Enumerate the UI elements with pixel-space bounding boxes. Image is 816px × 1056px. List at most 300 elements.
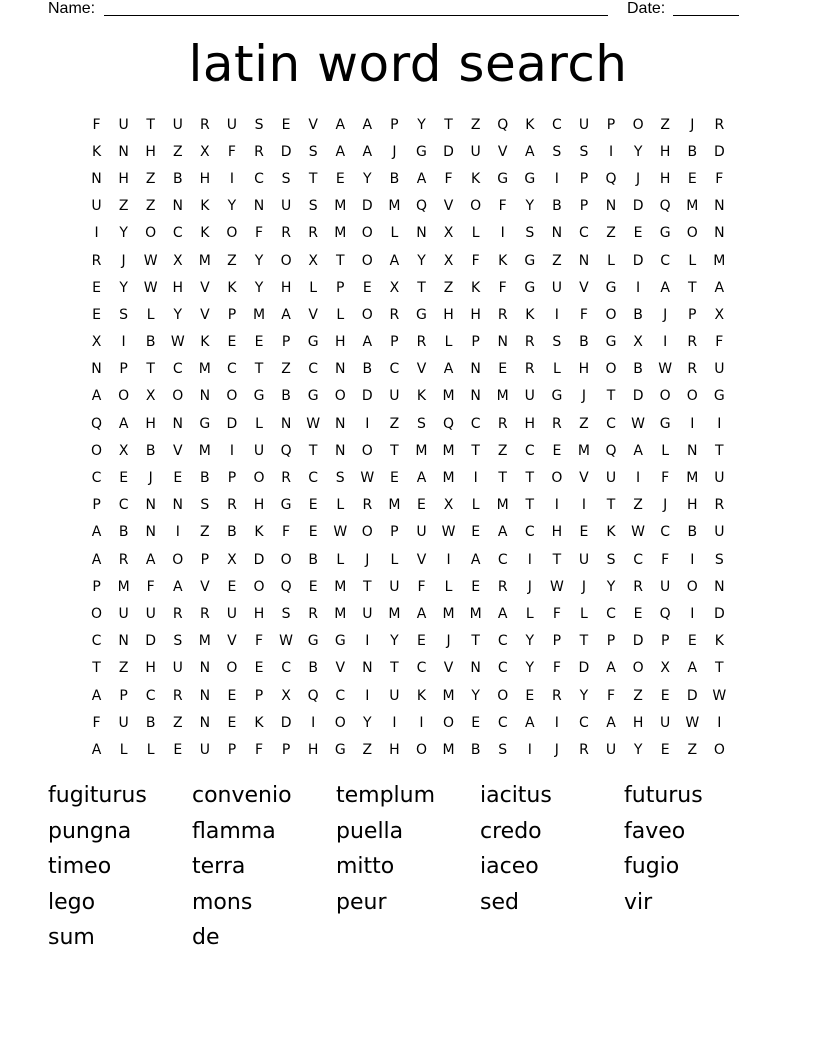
grid-letter[interactable]: K <box>200 198 210 215</box>
grid-letter[interactable]: V <box>200 306 210 323</box>
grid-letter[interactable]: R <box>687 334 698 351</box>
grid-letter[interactable]: I <box>311 714 316 731</box>
grid-letter[interactable]: G <box>416 143 427 160</box>
grid-letter[interactable]: N <box>91 170 102 187</box>
grid-letter[interactable]: M <box>334 605 347 622</box>
grid-letter[interactable]: I <box>690 605 695 622</box>
grid-letter[interactable]: J <box>581 578 587 595</box>
grid-letter[interactable]: T <box>146 361 155 378</box>
grid-letter[interactable]: L <box>146 306 155 323</box>
grid-letter[interactable]: K <box>714 633 724 650</box>
grid-letter[interactable]: D <box>145 633 157 650</box>
grid-letter[interactable]: G <box>199 415 211 432</box>
grid-letter[interactable]: I <box>94 225 99 242</box>
grid-letter[interactable]: H <box>389 741 400 758</box>
grid-letter[interactable]: F <box>606 687 616 704</box>
grid-letter[interactable]: Z <box>497 442 508 459</box>
grid-letter[interactable]: E <box>173 470 183 487</box>
grid-letter[interactable]: K <box>525 116 535 133</box>
grid-letter[interactable]: A <box>633 442 643 459</box>
grid-letter[interactable]: T <box>715 660 724 677</box>
grid-letter[interactable]: J <box>365 551 370 568</box>
grid-letter[interactable]: B <box>687 143 698 160</box>
grid-letter[interactable]: A <box>91 551 102 568</box>
grid-letter[interactable]: C <box>335 687 346 704</box>
grid-letter[interactable]: G <box>307 334 319 351</box>
grid-letter[interactable]: G <box>659 225 671 242</box>
grid-letter[interactable]: P <box>552 633 562 650</box>
grid-letter[interactable]: L <box>255 415 263 432</box>
grid-letter[interactable]: C <box>660 252 671 269</box>
grid-letter[interactable]: Z <box>200 524 210 541</box>
grid-letter[interactable]: T <box>715 442 724 459</box>
grid-letter[interactable]: U <box>470 143 481 160</box>
grid-letter[interactable]: P <box>227 741 237 758</box>
grid-letter[interactable]: T <box>444 116 453 133</box>
grid-letter[interactable]: C <box>91 470 102 487</box>
grid-letter[interactable]: Q <box>415 198 427 215</box>
grid-letter[interactable]: X <box>714 306 725 323</box>
grid-letter[interactable]: C <box>389 361 400 378</box>
grid-letter[interactable]: Z <box>362 741 373 758</box>
grid-letter[interactable]: V <box>416 361 427 378</box>
grid-letter[interactable]: H <box>686 497 698 514</box>
grid-letter[interactable]: Z <box>443 279 454 296</box>
grid-letter[interactable]: E <box>579 524 589 541</box>
grid-letter[interactable]: S <box>606 551 616 568</box>
grid-letter[interactable]: I <box>690 415 695 432</box>
grid-letter[interactable]: D <box>713 143 725 160</box>
grid-letter[interactable]: R <box>687 361 698 378</box>
grid-letter[interactable]: U <box>145 605 156 622</box>
grid-letter[interactable]: D <box>632 198 644 215</box>
grid-letter[interactable]: M <box>334 578 347 595</box>
grid-letter[interactable]: A <box>525 143 535 160</box>
grid-letter[interactable]: O <box>172 388 184 405</box>
grid-letter[interactable]: C <box>633 551 643 568</box>
grid-letter[interactable]: B <box>687 524 698 541</box>
grid-letter[interactable]: E <box>471 578 481 595</box>
grid-letter[interactable]: Y <box>579 687 589 704</box>
grid-letter[interactable]: J <box>581 388 587 405</box>
grid-letter[interactable]: X <box>91 334 102 351</box>
grid-letter[interactable]: U <box>172 116 183 133</box>
grid-letter[interactable]: P <box>579 198 589 215</box>
grid-letter[interactable]: A <box>416 605 427 622</box>
grid-letter[interactable]: O <box>470 198 482 215</box>
grid-letter[interactable]: Z <box>281 361 291 378</box>
grid-letter[interactable]: T <box>92 660 101 677</box>
grid-letter[interactable]: S <box>417 415 426 432</box>
grid-letter[interactable]: X <box>660 660 670 677</box>
grid-letter[interactable]: Q <box>280 442 292 459</box>
grid-letter[interactable]: M <box>388 605 401 622</box>
grid-letter[interactable]: T <box>308 170 318 187</box>
grid-letter[interactable]: R <box>362 497 373 514</box>
grid-letter[interactable]: Y <box>254 252 264 269</box>
grid-letter[interactable]: O <box>686 578 698 595</box>
grid-letter[interactable]: F <box>417 578 426 595</box>
grid-letter[interactable]: U <box>578 551 590 568</box>
grid-letter[interactable]: W <box>712 687 727 704</box>
grid-letter[interactable]: E <box>281 116 291 133</box>
grid-letter[interactable]: E <box>687 170 697 187</box>
grid-letter[interactable]: C <box>497 714 508 731</box>
grid-letter[interactable]: K <box>416 388 427 405</box>
grid-letter[interactable]: F <box>282 524 291 541</box>
grid-letter[interactable]: D <box>280 143 292 160</box>
grid-letter[interactable]: H <box>551 524 563 541</box>
grid-letter[interactable]: A <box>606 714 616 731</box>
grid-letter[interactable]: B <box>470 741 481 758</box>
grid-letter[interactable]: Z <box>579 415 589 432</box>
grid-letter[interactable]: K <box>254 524 264 541</box>
grid-letter[interactable]: B <box>362 361 373 378</box>
grid-letter[interactable]: X <box>281 687 291 704</box>
grid-letter[interactable]: S <box>119 306 129 323</box>
grid-letter[interactable]: F <box>552 605 561 622</box>
grid-letter[interactable]: T <box>254 361 264 378</box>
grid-letter[interactable]: O <box>226 660 238 677</box>
grid-letter[interactable]: P <box>92 497 101 514</box>
grid-letter[interactable]: R <box>172 605 183 622</box>
grid-letter[interactable]: D <box>280 714 292 731</box>
grid-letter[interactable]: L <box>607 252 615 269</box>
grid-letter[interactable]: Y <box>525 633 535 650</box>
grid-letter[interactable]: A <box>335 143 346 160</box>
grid-letter[interactable]: Y <box>606 578 616 595</box>
grid-letter[interactable]: U <box>199 741 210 758</box>
grid-letter[interactable]: K <box>498 252 508 269</box>
grid-letter[interactable]: V <box>416 551 427 568</box>
grid-letter[interactable]: Z <box>389 415 400 432</box>
grid-letter[interactable]: Q <box>659 605 671 622</box>
grid-letter[interactable]: H <box>578 361 590 378</box>
grid-letter[interactable]: J <box>554 741 559 758</box>
grid-letter[interactable]: E <box>119 470 129 487</box>
grid-letter[interactable]: L <box>661 442 670 459</box>
grid-letter[interactable]: M <box>442 388 455 405</box>
grid-letter[interactable]: A <box>91 687 102 704</box>
grid-letter[interactable]: R <box>714 497 725 514</box>
grid-letter[interactable]: T <box>579 633 589 650</box>
grid-letter[interactable]: L <box>390 551 399 568</box>
grid-letter[interactable]: F <box>254 633 264 650</box>
grid-letter[interactable]: N <box>335 442 346 459</box>
grid-letter[interactable]: J <box>690 116 695 133</box>
grid-letter[interactable]: Y <box>525 660 535 677</box>
grid-letter[interactable]: I <box>121 334 126 351</box>
grid-letter[interactable]: P <box>200 551 210 568</box>
grid-letter[interactable]: I <box>365 415 370 432</box>
grid-letter[interactable]: Z <box>145 170 156 187</box>
grid-letter[interactable]: O <box>91 442 103 459</box>
grid-letter[interactable]: R <box>199 116 210 133</box>
grid-letter[interactable]: Y <box>633 143 643 160</box>
grid-letter[interactable]: H <box>253 605 265 622</box>
grid-letter[interactable]: B <box>308 660 318 677</box>
grid-letter[interactable]: G <box>713 388 725 405</box>
grid-letter[interactable]: T <box>417 279 426 296</box>
grid-letter[interactable]: L <box>525 605 534 622</box>
grid-letter[interactable]: M <box>198 361 211 378</box>
grid-letter[interactable]: W <box>306 415 321 432</box>
grid-letter[interactable]: E <box>254 334 264 351</box>
grid-letter[interactable]: P <box>92 578 101 595</box>
grid-letter[interactable]: U <box>226 605 238 622</box>
grid-letter[interactable]: A <box>714 279 725 296</box>
grid-letter[interactable]: A <box>281 306 291 323</box>
grid-letter[interactable]: D <box>361 388 373 405</box>
grid-letter[interactable]: K <box>416 687 427 704</box>
grid-letter[interactable]: L <box>390 225 399 242</box>
grid-letter[interactable]: C <box>551 116 562 133</box>
grid-letter[interactable]: J <box>392 143 397 160</box>
grid-letter[interactable]: R <box>227 497 237 514</box>
grid-letter[interactable]: S <box>254 116 264 133</box>
grid-letter[interactable]: J <box>636 170 641 187</box>
grid-letter[interactable]: N <box>605 198 617 215</box>
grid-letter[interactable]: X <box>227 551 237 568</box>
grid-letter[interactable]: O <box>605 361 617 378</box>
grid-letter[interactable]: I <box>229 170 234 187</box>
grid-letter[interactable]: U <box>253 442 265 459</box>
grid-letter[interactable]: I <box>554 306 559 323</box>
grid-letter[interactable]: P <box>606 633 616 650</box>
grid-letter[interactable]: T <box>687 279 697 296</box>
grid-letter[interactable]: G <box>416 306 427 323</box>
grid-letter[interactable]: H <box>443 306 454 323</box>
grid-letter[interactable]: N <box>145 497 156 514</box>
grid-letter[interactable]: I <box>581 497 587 514</box>
grid-letter[interactable]: I <box>365 687 370 704</box>
grid-letter[interactable]: I <box>175 524 180 541</box>
grid-letter[interactable]: O <box>334 388 346 405</box>
grid-letter[interactable]: V <box>200 578 210 595</box>
grid-letter[interactable]: I <box>446 551 451 568</box>
grid-letter[interactable]: G <box>334 633 346 650</box>
grid-letter[interactable]: G <box>551 388 563 405</box>
grid-letter[interactable]: A <box>497 605 508 622</box>
grid-letter[interactable]: U <box>714 470 725 487</box>
grid-letter[interactable]: Q <box>307 687 319 704</box>
grid-letter[interactable]: U <box>714 361 725 378</box>
grid-letter[interactable]: M <box>117 578 130 595</box>
grid-letter[interactable]: O <box>497 687 509 704</box>
grid-letter[interactable]: J <box>663 497 668 514</box>
grid-letter[interactable]: E <box>308 497 318 514</box>
grid-letter[interactable]: C <box>470 415 481 432</box>
grid-letter[interactable]: W <box>631 415 646 432</box>
grid-letter[interactable]: I <box>554 714 559 731</box>
grid-letter[interactable]: E <box>687 633 697 650</box>
grid-letter[interactable]: X <box>443 497 454 514</box>
grid-letter[interactable]: N <box>551 225 563 242</box>
grid-letter[interactable]: V <box>308 306 318 323</box>
grid-letter[interactable]: U <box>524 388 535 405</box>
grid-letter[interactable]: Y <box>633 741 643 758</box>
grid-letter[interactable]: O <box>172 551 184 568</box>
grid-letter[interactable]: K <box>606 524 616 541</box>
grid-letter[interactable]: P <box>471 334 480 351</box>
grid-letter[interactable]: A <box>172 578 183 595</box>
grid-letter[interactable]: G <box>334 741 346 758</box>
grid-letter[interactable]: I <box>636 279 641 296</box>
grid-letter[interactable]: O <box>713 741 725 758</box>
grid-letter[interactable]: O <box>361 524 373 541</box>
grid-letter[interactable]: Q <box>605 170 617 187</box>
grid-letter[interactable]: C <box>660 524 671 541</box>
grid-letter[interactable]: I <box>229 442 234 459</box>
grid-letter[interactable]: X <box>145 388 156 405</box>
grid-letter[interactable]: K <box>471 279 481 296</box>
grid-letter[interactable]: B <box>281 388 291 405</box>
grid-letter[interactable]: N <box>199 660 211 677</box>
grid-letter[interactable]: U <box>389 388 400 405</box>
grid-letter[interactable]: R <box>281 470 291 487</box>
grid-letter[interactable]: J <box>663 306 668 323</box>
grid-letter[interactable]: L <box>336 497 345 514</box>
grid-letter[interactable]: Y <box>254 279 264 296</box>
grid-letter[interactable]: L <box>580 605 588 622</box>
grid-letter[interactable]: C <box>497 660 508 677</box>
grid-letter[interactable]: I <box>663 334 668 351</box>
grid-letter[interactable]: E <box>498 361 508 378</box>
grid-letter[interactable]: M <box>415 442 428 459</box>
grid-letter[interactable]: M <box>252 306 266 323</box>
grid-letter[interactable]: P <box>227 306 237 323</box>
grid-letter[interactable]: E <box>471 524 481 541</box>
grid-letter[interactable]: V <box>443 660 454 677</box>
grid-letter[interactable]: U <box>389 578 400 595</box>
grid-letter[interactable]: M <box>198 633 211 650</box>
grid-letter[interactable]: I <box>473 470 478 487</box>
grid-letter[interactable]: I <box>365 633 370 650</box>
grid-letter[interactable]: S <box>498 741 508 758</box>
grid-letter[interactable]: O <box>659 388 671 405</box>
grid-letter[interactable]: E <box>335 170 345 187</box>
grid-letter[interactable]: C <box>172 361 183 378</box>
grid-letter[interactable]: A <box>362 116 373 133</box>
grid-letter[interactable]: Z <box>606 225 616 242</box>
grid-letter[interactable]: B <box>118 524 129 541</box>
grid-letter[interactable]: U <box>714 524 725 541</box>
grid-letter[interactable]: W <box>685 714 700 731</box>
grid-letter[interactable]: L <box>444 334 453 351</box>
grid-letter[interactable]: T <box>390 442 399 459</box>
grid-letter[interactable]: R <box>552 687 562 704</box>
grid-letter[interactable]: Y <box>471 687 480 704</box>
grid-letter[interactable]: F <box>552 660 561 677</box>
grid-letter[interactable]: V <box>579 279 589 296</box>
grid-letter[interactable]: N <box>199 687 211 704</box>
grid-letter[interactable]: R <box>497 306 508 323</box>
grid-letter[interactable]: S <box>579 143 589 160</box>
grid-letter[interactable]: V <box>443 198 454 215</box>
grid-letter[interactable]: A <box>606 660 616 677</box>
grid-letter[interactable]: Y <box>119 279 128 296</box>
grid-letter[interactable]: E <box>417 497 426 514</box>
grid-letter[interactable]: E <box>227 714 237 731</box>
grid-letter[interactable]: P <box>227 470 237 487</box>
grid-letter[interactable]: B <box>579 334 589 351</box>
grid-letter[interactable]: A <box>362 334 373 351</box>
grid-letter[interactable]: E <box>227 687 237 704</box>
grid-letter[interactable]: B <box>145 334 156 351</box>
grid-letter[interactable]: X <box>389 279 400 296</box>
grid-letter[interactable]: H <box>172 279 184 296</box>
grid-letter[interactable]: N <box>172 497 184 514</box>
grid-letter[interactable]: C <box>308 470 319 487</box>
grid-letter[interactable]: D <box>361 198 373 215</box>
grid-letter[interactable]: Z <box>172 714 183 731</box>
grid-letter[interactable]: M <box>198 252 211 269</box>
grid-letter[interactable]: Z <box>145 198 156 215</box>
grid-letter[interactable]: W <box>441 524 456 541</box>
grid-letter[interactable]: O <box>334 714 346 731</box>
grid-letter[interactable]: R <box>308 225 319 242</box>
grid-letter[interactable]: R <box>172 687 183 704</box>
date-field[interactable] <box>673 0 739 16</box>
grid-letter[interactable]: A <box>470 551 481 568</box>
grid-letter[interactable]: F <box>579 306 588 323</box>
grid-letter[interactable]: U <box>551 279 562 296</box>
grid-letter[interactable]: L <box>688 252 697 269</box>
grid-letter[interactable]: H <box>118 170 129 187</box>
grid-letter[interactable]: Z <box>118 198 129 215</box>
grid-letter[interactable]: K <box>200 334 210 351</box>
grid-letter[interactable]: E <box>389 470 399 487</box>
grid-letter[interactable]: M <box>198 442 211 459</box>
grid-letter[interactable]: Y <box>390 633 399 650</box>
grid-letter[interactable]: S <box>281 605 291 622</box>
grid-letter[interactable]: F <box>471 252 480 269</box>
grid-letter[interactable]: B <box>145 442 156 459</box>
grid-letter[interactable]: F <box>715 334 724 351</box>
grid-letter[interactable]: H <box>145 143 156 160</box>
grid-letter[interactable]: A <box>389 252 400 269</box>
grid-letter[interactable]: B <box>308 551 318 568</box>
grid-letter[interactable]: A <box>416 470 427 487</box>
grid-letter[interactable]: E <box>660 687 670 704</box>
grid-letter[interactable]: E <box>173 741 183 758</box>
grid-letter[interactable]: I <box>527 741 532 758</box>
grid-letter[interactable]: M <box>496 388 509 405</box>
grid-letter[interactable]: G <box>497 170 509 187</box>
grid-letter[interactable]: O <box>118 388 130 405</box>
grid-letter[interactable]: F <box>92 116 101 133</box>
grid-letter[interactable]: A <box>687 660 698 677</box>
grid-letter[interactable]: H <box>524 415 536 432</box>
grid-letter[interactable]: Y <box>417 252 426 269</box>
grid-letter[interactable]: O <box>226 225 238 242</box>
grid-letter[interactable]: O <box>361 442 373 459</box>
grid-letter[interactable]: F <box>254 225 264 242</box>
grid-letter[interactable]: V <box>200 279 210 296</box>
grid-letter[interactable]: N <box>91 361 102 378</box>
grid-letter[interactable]: J <box>148 470 153 487</box>
grid-letter[interactable]: K <box>200 225 210 242</box>
grid-letter[interactable]: S <box>552 143 562 160</box>
grid-letter[interactable]: A <box>362 143 373 160</box>
grid-letter[interactable]: H <box>659 143 671 160</box>
grid-letter[interactable]: N <box>497 334 508 351</box>
grid-letter[interactable]: C <box>308 361 319 378</box>
grid-letter[interactable]: N <box>118 633 129 650</box>
grid-letter[interactable]: L <box>471 225 480 242</box>
grid-letter[interactable]: U <box>226 116 238 133</box>
grid-letter[interactable]: Z <box>687 741 698 758</box>
